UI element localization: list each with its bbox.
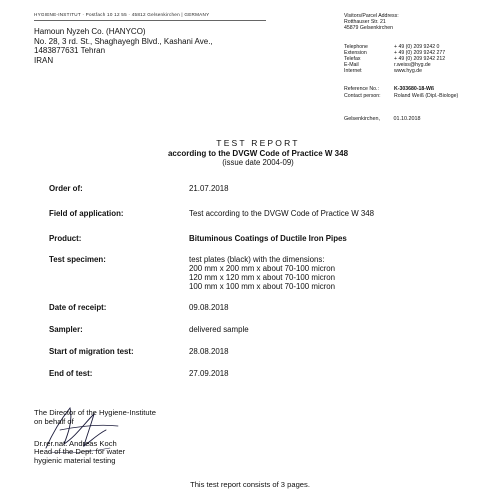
order-label: Order of: (49, 184, 83, 193)
sender-divider (34, 20, 266, 21)
visitors-address-title: Visitors/Parcel Address: (344, 13, 399, 19)
contact-person-name: Roland Weiß (Dipl.-Biologe) (394, 92, 459, 99)
reference-row (344, 86, 458, 93)
product-value: Bituminous Coatings of Ductile Iron Pipes (189, 234, 347, 243)
sampler-value: delivered sample (189, 325, 249, 334)
specimen-value (189, 255, 335, 291)
specimen-label: Test specimen: (49, 255, 106, 264)
contact-label: Telephone (344, 44, 368, 50)
product-label: Product: (49, 234, 82, 243)
signature-line: on behalf of (34, 416, 74, 426)
recipient-line: No. 28, 3 rd. St., Shaghayegh Blvd., Kashani Ave., (34, 36, 213, 46)
recipient-line: IRAN (34, 55, 54, 65)
specimen-line: 200 mm x 200 mm x about 70-100 micron (189, 264, 336, 274)
migration-label: Start of migration test: (49, 347, 134, 356)
contact-label: Telefax (344, 56, 361, 63)
signatory (34, 440, 125, 465)
contact-email[interactable]: r.weiss@hyg.de (394, 62, 431, 69)
visitors-address-line: 45879 Gelsenkirchen (344, 25, 394, 32)
application-value: Test according to the DVGW Code of Practice W 348 (189, 209, 375, 218)
contact-website[interactable]: www.hyg.de (394, 68, 422, 75)
signature-line: The Director of the Hygiene-Institute (34, 408, 156, 417)
contact-person-row (344, 93, 458, 100)
specimen-line: 100 mm x 100 mm x about 70-100 micron (189, 282, 336, 292)
reference-number: K-303680-18-Wß (394, 86, 435, 92)
contact-details (344, 44, 445, 74)
migration-value: 28.08.2018 (189, 347, 229, 356)
reference-block (344, 86, 458, 99)
document-date: 01.10.2018 (393, 116, 421, 122)
signatory-role: hygienic material testing (34, 455, 116, 465)
sampler-label: Sampler: (49, 325, 83, 334)
signatory-name: Dr.rer.nat. Andreas Koch (34, 439, 117, 448)
contact-label: E-Mail (344, 62, 359, 69)
receipt-label: Date of receipt: (49, 303, 107, 312)
recipient-line: Hamoun Nyzeh Co. (HANYCO) (34, 27, 146, 36)
report-subtitle: according to the DVGW Code of Practice W 348 (167, 149, 349, 158)
signature-intro (34, 409, 156, 427)
contact-person-label: Contact person: (344, 92, 381, 99)
recipient-line: 1483877631 Tehran (34, 46, 106, 56)
receipt-value: 09.08.2018 (189, 303, 229, 312)
place-date (344, 116, 420, 122)
application-label: Field of application: (49, 209, 124, 218)
sender-address-line: HYGIENE-INSTITUT · Postfach 10 12 55 · 45812 Gelsenkirchen | GERMANY (34, 12, 210, 17)
contact-value: + 49 (0) 209 9242 212 (394, 56, 446, 63)
contact-label: Internet (344, 68, 362, 75)
report-issue-date: (issue date 2004-09) (222, 158, 294, 167)
end-label: End of test: (49, 369, 93, 378)
reference-label: Reference No.: (344, 86, 379, 92)
recipient-address (34, 27, 213, 65)
contact-value: + 49 (0) 209 9242 277 (394, 50, 446, 57)
contact-row (344, 68, 445, 74)
end-value: 27.09.2018 (189, 369, 229, 378)
page-count-note: This test report consists of 3 pages. (190, 480, 310, 489)
report-title: TEST REPORT (216, 138, 300, 148)
contact-label: Extension (344, 50, 367, 57)
visitors-address (344, 13, 399, 32)
signatory-role: Head of the Dept. for water (34, 447, 126, 457)
order-value: 21.07.2018 (189, 184, 229, 193)
specimen-line: 120 mm x 120 mm x about 70-100 micron (189, 273, 336, 283)
specimen-line: test plates (black) with the dimensions: (189, 255, 325, 264)
visitors-address-line: Rotthauser Str. 21 (344, 19, 386, 26)
report-title-block (0, 138, 500, 167)
contact-value: + 49 (0) 209 9242 0 (394, 44, 440, 50)
place: Gelsenkirchen, (344, 116, 380, 122)
